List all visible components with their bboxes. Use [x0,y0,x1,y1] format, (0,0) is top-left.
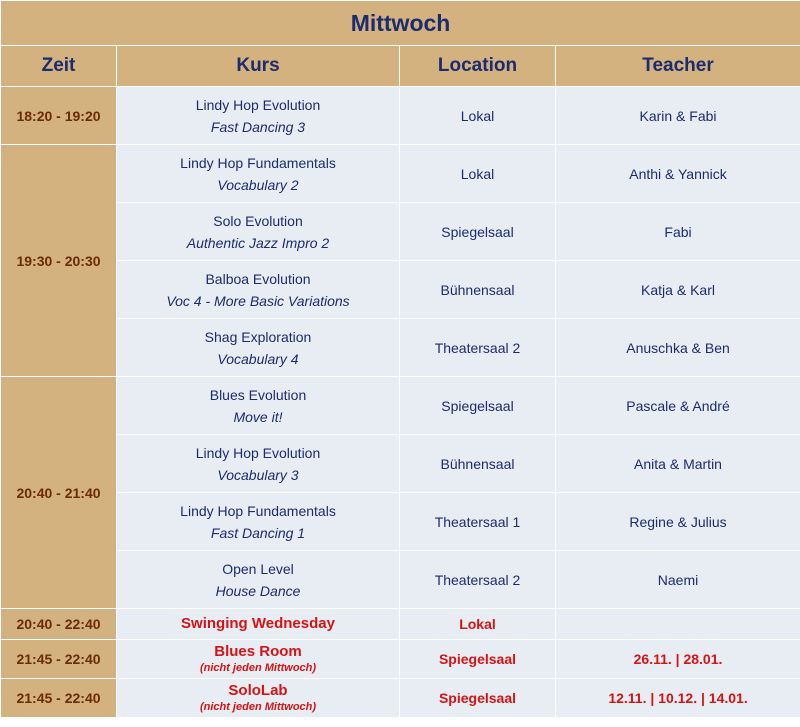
event-dates: 26.11. | 28.01. [556,640,800,679]
header-teacher: Teacher [556,46,800,87]
event-location: Spiegelsaal [400,640,556,679]
course-name: Lindy Hop Evolution [195,444,321,461]
event-name-cell [117,609,400,640]
event-row [1,609,800,640]
teacher-cell: Anthi & Yannick [556,145,800,203]
course-cell [117,203,400,261]
course-name: Lindy Hop Fundamentals [180,502,336,519]
course-cell [117,435,400,493]
event-row [1,640,800,679]
event-name: SoloLab [228,682,288,699]
day-title: Mittwoch [1,1,800,46]
location-cell: Bühnensaal [400,435,556,493]
event-dates: 12.11. | 10.12. | 14.01. [556,679,800,718]
table-row [1,435,800,493]
table-row [1,551,800,609]
location-cell: Theatersaal 2 [400,551,556,609]
course-cell [117,377,400,435]
course-level: House Dance [215,582,301,599]
course-level: Voc 4 - More Basic Variations [166,292,350,309]
event-note: (nicht jeden Mittwoch) [199,701,317,713]
course-name: Blues Evolution [209,386,307,403]
event-time: 21:45 - 22:40 [1,640,117,679]
teacher-cell: Karin & Fabi [556,87,800,145]
table-row [1,203,800,261]
event-location: Spiegelsaal [400,679,556,718]
location-cell: Spiegelsaal [400,203,556,261]
course-name: Lindy Hop Fundamentals [180,154,336,171]
time-slot: 19:30 - 20:30 [1,145,117,377]
header-location: Location [400,46,556,87]
course-cell [117,87,400,145]
course-cell [117,493,400,551]
course-name: Lindy Hop Evolution [195,96,321,113]
table-row [1,319,800,377]
course-cell [117,319,400,377]
table-row [1,87,800,145]
course-name: Open Level [222,560,294,577]
time-slot: 18:20 - 19:20 [1,87,117,145]
event-time: 21:45 - 22:40 [1,679,117,718]
course-level: Vocabulary 4 [217,350,299,367]
course-level: Fast Dancing 1 [210,524,306,541]
location-cell: Spiegelsaal [400,377,556,435]
location-cell: Theatersaal 1 [400,493,556,551]
location-cell: Lokal [400,87,556,145]
event-dates [556,609,800,640]
event-name: Blues Room [214,643,302,660]
course-cell [117,551,400,609]
event-note: (nicht jeden Mittwoch) [199,662,317,674]
teacher-cell: Fabi [556,203,800,261]
event-location: Lokal [400,609,556,640]
time-slot: 20:40 - 21:40 [1,377,117,609]
teacher-cell: Pascale & André [556,377,800,435]
header-row [1,46,800,87]
course-cell [117,145,400,203]
course-level: Move it! [233,408,283,425]
teacher-cell: Anuschka & Ben [556,319,800,377]
location-cell: Lokal [400,145,556,203]
course-level: Vocabulary 3 [217,466,299,483]
course-name: Solo Evolution [213,212,303,229]
course-cell [117,261,400,319]
header-course: Kurs [117,46,400,87]
event-row [1,679,800,718]
teacher-cell: Naemi [556,551,800,609]
table-row [1,145,800,203]
teacher-cell: Anita & Martin [556,435,800,493]
header-time: Zeit [1,46,117,87]
course-level: Vocabulary 2 [217,176,299,193]
table-row [1,493,800,551]
course-level: Fast Dancing 3 [210,118,306,135]
table-row [1,377,800,435]
event-name-cell [117,679,400,718]
event-time: 20:40 - 22:40 [1,609,117,640]
event-name: Swinging Wednesday [181,615,335,632]
event-name-cell [117,640,400,679]
teacher-cell: Regine & Julius [556,493,800,551]
location-cell: Theatersaal 2 [400,319,556,377]
teacher-cell: Katja & Karl [556,261,800,319]
course-name: Shag Exploration [204,328,312,345]
table-row [1,261,800,319]
location-cell: Bühnensaal [400,261,556,319]
course-level: Authentic Jazz Impro 2 [186,234,330,251]
course-name: Balboa Evolution [205,270,311,287]
